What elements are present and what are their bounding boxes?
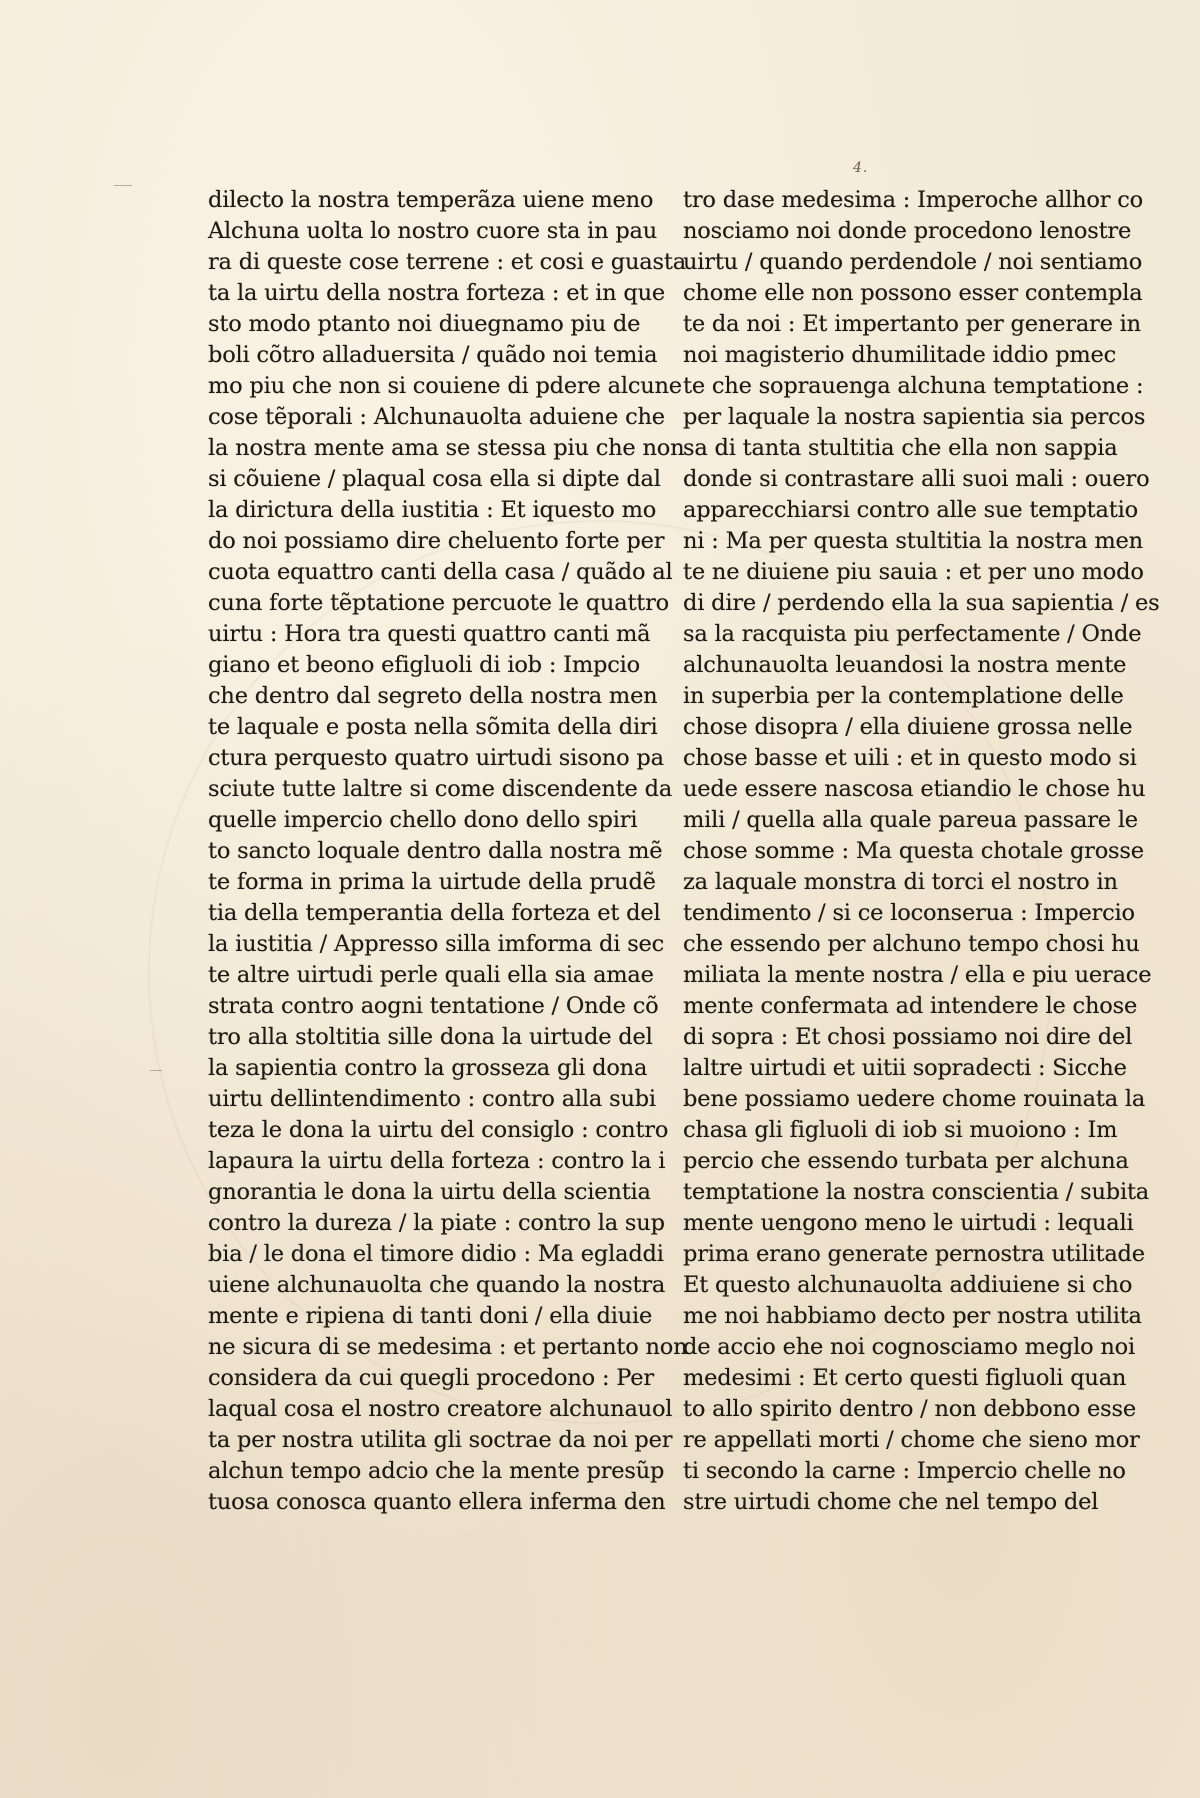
text-line: mente uengono meno le uirtudi : lequali [683, 1210, 1134, 1236]
text-line: tro alla stoltitia sille dona la uirtude del [208, 1024, 653, 1050]
text-line: bene possiamo uedere chome rouinata la [683, 1086, 1146, 1112]
text-line: la sapientia contro la grosseza gli dona [208, 1055, 648, 1081]
text-line: chose somme : Ma questa chotale grosse [683, 838, 1144, 864]
text-line: di sopra : Et chosi possiamo noi dire del [683, 1024, 1133, 1050]
text-line: re appellati morti / chome che sieno mor [683, 1427, 1140, 1453]
text-line: la iustitia / Appresso silla imforma di sec [208, 931, 665, 957]
text-line: me noi habbiamo decto per nostra utilita [683, 1303, 1142, 1329]
text-line: do noi possiamo dire cheluento forte per [208, 528, 665, 554]
text-line: temptatione la nostra conscientia / subita [683, 1179, 1150, 1205]
text-line: uede essere nascosa etiandio le chose hu [683, 776, 1146, 802]
text-line: apparecchiarsi contro alle sue temptatio [683, 497, 1138, 523]
text-line: to sancto loquale dentro dalla nostra mẽ [208, 838, 663, 864]
text-line: teza le dona la uirtu del consiglo : contro [208, 1117, 669, 1143]
text-line: uirtu / quando perdendole / noi sentiamo [683, 249, 1143, 275]
text-line: dilecto la nostra temperãza uiene meno [208, 187, 654, 213]
text-line: noi magisterio dhumilitade iddio pmec [683, 342, 1117, 368]
text-line: sa di tanta stultitia che ella non sappia [683, 435, 1118, 461]
text-line: te laquale e posta nella sõmita della diri [208, 714, 658, 740]
text-line: miliata la mente nostra / ella e piu uerace [683, 962, 1152, 988]
folio-mark: 4. [853, 160, 869, 176]
text-line: alchunauolta leuandosi la nostra mente [683, 652, 1127, 678]
text-line: considera da cui quegli procedono : Per [208, 1365, 654, 1391]
text-line: mente e ripiena di tanti doni / ella diuie [208, 1303, 653, 1329]
text-line: te che soprauenga alchuna temptatione : [683, 373, 1144, 399]
text-line: to allo spirito dentro / non debbono esse [683, 1396, 1136, 1422]
text-line: che dentro dal segreto della nostra men [208, 683, 658, 709]
text-line: chose disopra / ella diuiene grossa nelle [683, 714, 1133, 740]
text-line: ti secondo la carne : Impercio chelle no [683, 1458, 1126, 1484]
text-line: sto modo ptanto noi diuegnamo piu de [208, 311, 641, 337]
text-line: che essendo per alchuno tempo chosi hu [683, 931, 1140, 957]
text-line: sa la racquista piu perfectamente / Onde [683, 621, 1142, 647]
text-line: laltre uirtudi et uitii sopradecti : Sicche [683, 1055, 1127, 1081]
text-line: mili / quella alla quale pareua passare le [683, 807, 1138, 833]
text-line: stre uirtudi chome che nel tempo del [683, 1489, 1099, 1515]
text-line: giano et beono efigluoli di iob : Impcio [208, 652, 640, 678]
text-line: boli cõtro alladuersita / quãdo noi temia [208, 342, 658, 368]
text-line: gnorantia le dona la uirtu della scientia [208, 1179, 651, 1205]
text-line: percio che essendo turbata per alchuna [683, 1148, 1129, 1174]
text-line: donde si contrastare alli suoi mali : ouero [683, 466, 1150, 492]
text-line: la nostra mente ama se stessa piu che non [208, 435, 685, 461]
text-line: si cõuiene / plaqual cosa ella si dipte dal [208, 466, 661, 492]
text-line: mo piu che non si couiene di pdere alcune [208, 373, 682, 399]
text-line: ne sicura di se medesima : et pertanto non [208, 1334, 688, 1360]
text-line: uirtu dellintendimento : contro alla subi [208, 1086, 656, 1112]
text-line: te forma in prima la uirtude della prudẽ [208, 869, 656, 895]
text-line: medesimi : Et certo questi figluoli quan [683, 1365, 1127, 1391]
text-line: laqual cosa el nostro creatore alchunauol [208, 1396, 673, 1422]
text-line: te da noi : Et impertanto per generare in [683, 311, 1141, 337]
text-line: la dirictura della iustitia : Et iquesto mo [208, 497, 657, 523]
text-line: di dire / perdendo ella la sua sapientia / es [683, 590, 1160, 616]
text-line: de accio ehe noi cognosciamo meglo noi [683, 1334, 1136, 1360]
text-column-left [208, 185, 688, 1518]
text-line: mente confermata ad intendere le chose [683, 993, 1138, 1019]
text-line: ctura perquesto quatro uirtudi sisono pa [208, 745, 664, 771]
text-line: uiene alchunauolta che quando la nostra [208, 1272, 666, 1298]
margin-rule-mark [150, 1070, 162, 1071]
text-line: chose basse et uili : et in questo modo si [683, 745, 1137, 771]
text-line: tuosa conosca quanto ellera inferma den [208, 1489, 666, 1515]
text-line: in superbia per la contemplatione delle [683, 683, 1124, 709]
text-line: cose tẽporali : Alchunauolta aduiene che [208, 404, 665, 430]
text-line: za laquale monstra di torci el nostro in [683, 869, 1118, 895]
text-line: chome elle non possono esser contempla [683, 280, 1143, 306]
text-line: quelle impercio chello dono dello spiri [208, 807, 638, 833]
text-line: ta per nostra utilita gli soctrae da noi per [208, 1427, 673, 1453]
text-line: nosciamo noi donde procedono lenostre [683, 218, 1132, 244]
text-line: alchun tempo adcio che la mente presũp [208, 1458, 665, 1484]
text-line: uirtu : Hora tra questi quattro canti mã [208, 621, 651, 647]
text-line: per laquale la nostra sapientia sia percos [683, 404, 1146, 430]
text-line: bia / le dona el timore didio : Ma egladdi [208, 1241, 664, 1267]
text-line: chasa gli figluoli di iob si muoiono : Im [683, 1117, 1118, 1143]
text-line: contro la dureza / la piate : contro la sup [208, 1210, 665, 1236]
text-line: te ne diuiene piu sauia : et per uno modo [683, 559, 1144, 585]
text-line: strata contro aogni tentatione / Onde cõ [208, 993, 659, 1019]
margin-rule-mark [114, 185, 132, 186]
text-line: lapaura la uirtu della forteza : contro la i [208, 1148, 666, 1174]
text-line: sciute tutte laltre si come discendente da [208, 776, 673, 802]
text-line: cuna forte tẽptatione percuote le quattro [208, 590, 670, 616]
text-line: cuota equattro canti della casa / quãdo al [208, 559, 673, 585]
text-line: ta la uirtu della nostra forteza : et in que [208, 280, 666, 306]
text-line: ni : Ma per questa stultitia la nostra men [683, 528, 1143, 554]
text-line: ra di queste cose terrene : et cosi e guasta [208, 249, 686, 275]
text-line: Et questo alchunauolta addiuiene si cho [683, 1272, 1133, 1298]
text-line: te altre uirtudi perle quali ella sia amae [208, 962, 654, 988]
text-column-right [683, 185, 1160, 1518]
text-line: tro dase medesima : Imperoche allhor co [683, 187, 1143, 213]
text-line: prima erano generate pernostra utilitade [683, 1241, 1145, 1267]
text-line: tia della temperantia della forteza et del [208, 900, 661, 926]
text-line: tendimento / si ce loconserua : Impercio [683, 900, 1135, 926]
text-line: Alchuna uolta lo nostro cuore sta in pau [208, 218, 658, 244]
